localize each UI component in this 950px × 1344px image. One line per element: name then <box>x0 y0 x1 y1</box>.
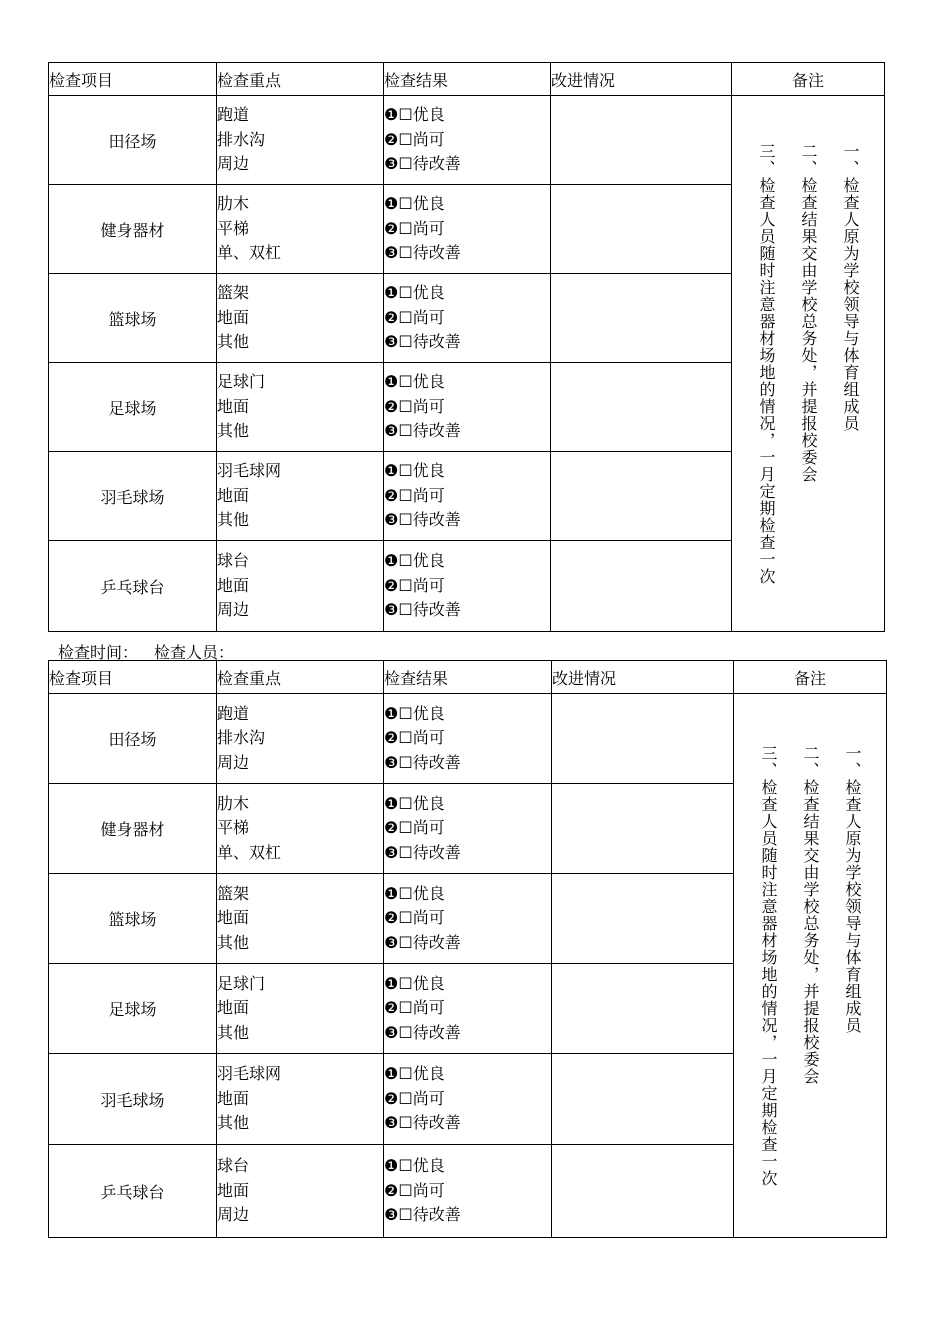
remark-line-2: 二、检查结果交由学校总务处，并提报校委会 <box>799 142 818 483</box>
result-option-fair[interactable]: ❷☐尚可 <box>384 129 445 149</box>
focus-point: 其他 <box>217 510 250 530</box>
focus-point: 周边 <box>217 600 250 620</box>
focus-point: 其他 <box>217 1113 250 1133</box>
focus-point: 地面 <box>217 998 250 1018</box>
focus-point: 单、双杠 <box>217 842 282 862</box>
focus-point: 足球门 <box>217 973 266 993</box>
header-focus: 检查重点 <box>217 63 384 96</box>
result-option-good[interactable]: ❶☐优良 <box>384 1156 445 1176</box>
result-option-improve[interactable]: ❸☐待改善 <box>384 932 461 952</box>
result-option-improve[interactable]: ❸☐待改善 <box>384 1113 461 1133</box>
result-option-improve[interactable]: ❸☐待改善 <box>384 1022 461 1042</box>
header-focus: 检查重点 <box>217 661 384 694</box>
remark-line-1: 一、检查人原为学校领导与体育组成员 <box>843 744 862 1034</box>
result-option-improve[interactable]: ❸☐待改善 <box>384 421 461 441</box>
result-cell <box>384 874 552 964</box>
inspection-table-2 <box>48 660 887 1238</box>
item-cell: 羽毛球场 <box>49 452 217 541</box>
item-cell: 足球场 <box>49 964 217 1054</box>
improve-cell[interactable] <box>552 874 734 964</box>
table-header-row <box>49 661 887 694</box>
focus-point: 羽毛球网 <box>217 1064 282 1084</box>
item-cell: 乒乓球台 <box>49 541 217 632</box>
result-option-good[interactable]: ❶☐优良 <box>384 105 445 125</box>
result-option-fair[interactable]: ❷☐尚可 <box>384 575 445 595</box>
result-cell <box>384 452 551 541</box>
focus-cell <box>217 96 384 185</box>
focus-cell <box>217 964 384 1054</box>
focus-point: 肋木 <box>217 194 250 214</box>
result-option-improve[interactable]: ❸☐待改善 <box>384 600 461 620</box>
result-option-good[interactable]: ❶☐优良 <box>384 194 445 214</box>
table-row <box>49 694 887 784</box>
remark-line-3: 三、检查人员随时注意器材场地的情况，一月定期检查一次 <box>759 744 778 1187</box>
improve-cell[interactable] <box>552 784 734 874</box>
improve-cell[interactable] <box>552 1054 734 1145</box>
focus-cell <box>217 185 384 274</box>
improve-cell[interactable] <box>552 694 734 784</box>
focus-cell <box>217 874 384 964</box>
table-row <box>49 96 885 185</box>
result-option-fair[interactable]: ❷☐尚可 <box>384 218 445 238</box>
focus-point: 平梯 <box>217 218 250 238</box>
focus-cell <box>217 784 384 874</box>
focus-point: 其他 <box>217 332 250 352</box>
result-option-fair[interactable]: ❷☐尚可 <box>384 396 445 416</box>
improve-cell[interactable] <box>551 274 732 363</box>
header-item: 检查项目 <box>49 63 217 96</box>
result-option-good[interactable]: ❶☐优良 <box>384 1064 445 1084</box>
result-cell <box>384 964 552 1054</box>
result-option-improve[interactable]: ❸☐待改善 <box>384 842 461 862</box>
result-option-improve[interactable]: ❸☐待改善 <box>384 154 461 174</box>
focus-cell <box>217 363 384 452</box>
focus-point: 地面 <box>217 1180 250 1200</box>
header-improve: 改进情况 <box>551 63 732 96</box>
item-cell: 羽毛球场 <box>49 1054 217 1145</box>
result-option-good[interactable]: ❶☐优良 <box>384 883 445 903</box>
focus-point: 其他 <box>217 932 250 952</box>
result-cell <box>384 1054 552 1145</box>
result-option-good[interactable]: ❶☐优良 <box>384 973 445 993</box>
focus-cell <box>217 541 384 632</box>
result-option-fair[interactable]: ❷☐尚可 <box>384 728 445 748</box>
item-cell: 篮球场 <box>49 274 217 363</box>
focus-point: 周边 <box>217 752 250 772</box>
result-option-good[interactable]: ❶☐优良 <box>384 793 445 813</box>
focus-point: 地面 <box>217 396 250 416</box>
header-improve: 改进情况 <box>552 661 734 694</box>
header-remark: 备注 <box>732 63 885 96</box>
focus-point: 地面 <box>217 1088 250 1108</box>
focus-cell <box>217 694 384 784</box>
focus-point: 平梯 <box>217 818 250 838</box>
table-header-row <box>49 63 885 96</box>
result-option-fair[interactable]: ❷☐尚可 <box>384 485 445 505</box>
focus-point: 篮架 <box>217 283 250 303</box>
result-cell <box>384 363 551 452</box>
result-option-improve[interactable]: ❸☐待改善 <box>384 243 461 263</box>
remark-line-3: 三、检查人员随时注意器材场地的情况，一月定期检查一次 <box>757 142 776 585</box>
result-option-improve[interactable]: ❸☐待改善 <box>384 332 461 352</box>
focus-point: 地面 <box>217 307 250 327</box>
header-result: 检查结果 <box>384 63 551 96</box>
result-option-fair[interactable]: ❷☐尚可 <box>384 1088 445 1108</box>
result-option-fair[interactable]: ❷☐尚可 <box>384 908 445 928</box>
header-item: 检查项目 <box>49 661 217 694</box>
focus-cell <box>217 452 384 541</box>
item-cell: 田径场 <box>49 694 217 784</box>
focus-point: 周边 <box>217 1205 250 1225</box>
remark-line-2: 二、检查结果交由学校总务处，并提报校委会 <box>801 744 820 1085</box>
item-cell: 篮球场 <box>49 874 217 964</box>
focus-point: 肋木 <box>217 793 250 813</box>
focus-point: 其他 <box>217 1022 250 1042</box>
item-cell: 田径场 <box>49 96 217 185</box>
item-cell: 乒乓球台 <box>49 1145 217 1238</box>
result-cell <box>384 274 551 363</box>
focus-point: 单、双杠 <box>217 243 282 263</box>
result-cell <box>384 96 551 185</box>
focus-point: 地面 <box>217 908 250 928</box>
result-option-good[interactable]: ❶☐优良 <box>384 551 445 571</box>
result-option-fair[interactable]: ❷☐尚可 <box>384 818 445 838</box>
remark-cell <box>732 96 885 632</box>
focus-cell <box>217 1054 384 1145</box>
result-option-fair[interactable]: ❷☐尚可 <box>384 1180 445 1200</box>
improve-cell[interactable] <box>551 185 732 274</box>
focus-cell <box>217 1145 384 1238</box>
focus-point: 篮架 <box>217 883 250 903</box>
focus-point: 羽毛球网 <box>217 461 282 481</box>
focus-point: 跑道 <box>217 105 250 125</box>
result-cell <box>384 784 552 874</box>
inspector-label: 检查人员： <box>154 643 235 662</box>
result-option-improve[interactable]: ❸☐待改善 <box>384 510 461 530</box>
focus-point: 足球门 <box>217 372 266 392</box>
header-remark: 备注 <box>734 661 887 694</box>
remark-cell <box>734 694 887 1238</box>
result-option-good[interactable]: ❶☐优良 <box>384 703 445 723</box>
improve-cell[interactable] <box>552 1145 734 1238</box>
item-cell: 健身器材 <box>49 185 217 274</box>
focus-point: 球台 <box>217 1156 250 1176</box>
remark-line-1: 一、检查人原为学校领导与体育组成员 <box>841 142 860 432</box>
improve-cell[interactable] <box>551 541 732 632</box>
focus-point: 地面 <box>217 485 250 505</box>
improve-cell[interactable] <box>551 452 732 541</box>
improve-cell[interactable] <box>551 96 732 185</box>
result-option-good[interactable]: ❶☐优良 <box>384 283 445 303</box>
inspection-time-label: 检查时间： <box>58 643 139 662</box>
result-option-fair[interactable]: ❷☐尚可 <box>384 998 445 1018</box>
focus-point: 其他 <box>217 421 250 441</box>
inspection-table-1 <box>48 62 885 632</box>
result-cell <box>384 694 552 784</box>
improve-cell[interactable] <box>552 964 734 1054</box>
header-result: 检查结果 <box>384 661 552 694</box>
result-option-improve[interactable]: ❸☐待改善 <box>384 1205 461 1225</box>
item-cell: 健身器材 <box>49 784 217 874</box>
focus-point: 跑道 <box>217 703 250 723</box>
focus-point: 排水沟 <box>217 728 266 748</box>
result-cell <box>384 185 551 274</box>
result-option-improve[interactable]: ❸☐待改善 <box>384 752 461 772</box>
focus-point: 球台 <box>217 551 250 571</box>
result-option-good[interactable]: ❶☐优良 <box>384 461 445 481</box>
result-option-fair[interactable]: ❷☐尚可 <box>384 307 445 327</box>
result-cell <box>384 541 551 632</box>
improve-cell[interactable] <box>551 363 732 452</box>
result-option-good[interactable]: ❶☐优良 <box>384 372 445 392</box>
result-cell <box>384 1145 552 1238</box>
focus-cell <box>217 274 384 363</box>
focus-point: 地面 <box>217 575 250 595</box>
item-cell: 足球场 <box>49 363 217 452</box>
focus-point: 排水沟 <box>217 129 266 149</box>
focus-point: 周边 <box>217 154 250 174</box>
